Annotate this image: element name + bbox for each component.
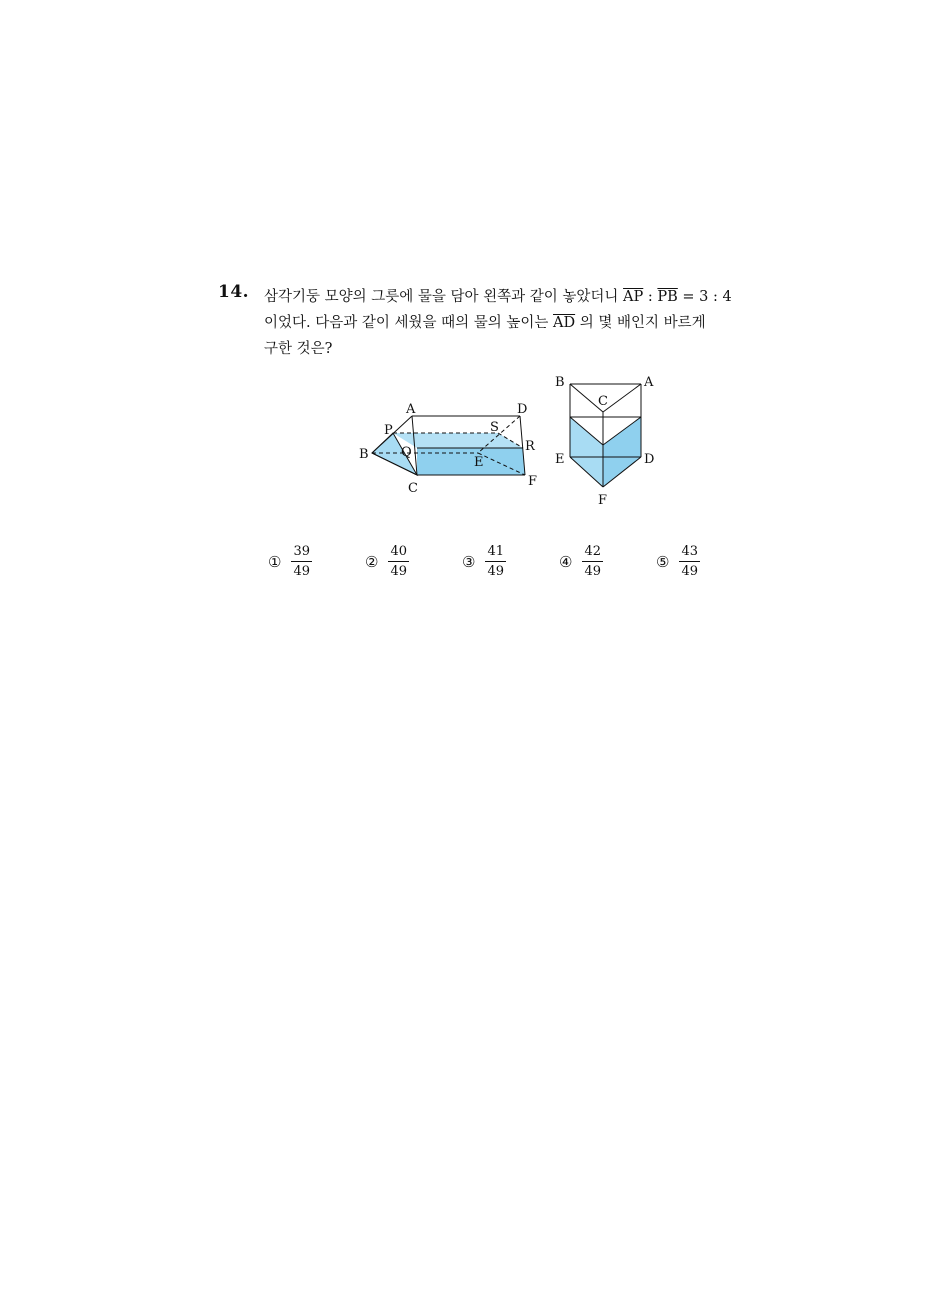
segment-ad: $\overline{AD}$ bbox=[553, 315, 576, 331]
water-top-surface bbox=[393, 433, 523, 448]
segment-ap: $\overline{AP}$ bbox=[623, 289, 644, 305]
label-upright-F: F bbox=[598, 493, 608, 508]
fraction-numerator: 39 bbox=[291, 544, 312, 562]
choice-marker: ③ bbox=[462, 552, 476, 571]
label-S: S bbox=[490, 420, 499, 435]
water-upright-right bbox=[603, 417, 641, 487]
fraction-denominator: 49 bbox=[293, 564, 310, 579]
fraction-denominator: 49 bbox=[487, 564, 504, 579]
choice-fraction bbox=[291, 544, 312, 579]
label-upright-D: D bbox=[644, 452, 655, 467]
label-upright-C: C bbox=[598, 394, 608, 409]
label-Q: Q bbox=[401, 445, 412, 460]
label-E: E bbox=[474, 455, 484, 470]
lying-prism bbox=[359, 402, 537, 496]
choice-marker: ① bbox=[268, 552, 282, 571]
water-front-face bbox=[417, 448, 525, 475]
fraction-denominator: 49 bbox=[584, 564, 601, 579]
prism-diagram bbox=[355, 372, 665, 512]
label-A: A bbox=[406, 402, 416, 417]
top-edge-CA bbox=[603, 384, 641, 412]
label-C: C bbox=[408, 481, 418, 496]
label-upright-E: E bbox=[555, 452, 565, 467]
choice-fraction bbox=[679, 544, 700, 579]
ratio-text: = 3 : 4 bbox=[677, 289, 732, 305]
choice-marker: ④ bbox=[559, 552, 573, 571]
question-number: 14. bbox=[218, 282, 250, 302]
fraction-denominator: 49 bbox=[681, 564, 698, 579]
question-line-3: 구한 것은? bbox=[264, 341, 333, 357]
choice-marker: ⑤ bbox=[656, 552, 670, 571]
choice-marker: ② bbox=[365, 552, 379, 571]
label-upright-B: B bbox=[555, 375, 565, 390]
label-upright-A: A bbox=[644, 375, 654, 390]
choice-1[interactable] bbox=[268, 544, 312, 579]
choice-2[interactable] bbox=[365, 544, 409, 579]
fraction-numerator: 40 bbox=[388, 544, 409, 562]
answer-choices bbox=[268, 544, 728, 588]
fraction-numerator: 42 bbox=[582, 544, 603, 562]
choice-3[interactable] bbox=[462, 544, 506, 579]
question-line-1: 삼각기둥 모양의 그릇에 물을 담아 왼쪽과 같이 놓았더니 $\overline{AP}$ : $\overline{PB} = 3$ : 4 bbox=[264, 289, 732, 305]
question-text bbox=[264, 284, 764, 362]
choice-4[interactable] bbox=[559, 544, 603, 579]
prism-figures bbox=[355, 372, 665, 516]
fraction-denominator: 49 bbox=[390, 564, 407, 579]
label-R: R bbox=[525, 439, 535, 454]
label-D: D bbox=[517, 402, 528, 417]
label-P: P bbox=[384, 423, 393, 438]
choice-5[interactable] bbox=[656, 544, 700, 579]
question-line-2: 이었다. 다음과 같이 세웠을 때의 물의 높이는 $\overline{AD}$ 의 몇 배인지 바르게 bbox=[264, 315, 706, 331]
label-F: F bbox=[528, 474, 538, 489]
segment-pb: $\overline{PB}$ bbox=[657, 289, 678, 305]
standing-prism bbox=[555, 375, 654, 508]
label-B: B bbox=[359, 447, 369, 462]
choice-fraction bbox=[388, 544, 409, 579]
choice-fraction bbox=[485, 544, 506, 579]
fraction-numerator: 43 bbox=[679, 544, 700, 562]
water-upright-left bbox=[570, 417, 603, 487]
fraction-numerator: 41 bbox=[485, 544, 506, 562]
choice-fraction bbox=[582, 544, 603, 579]
